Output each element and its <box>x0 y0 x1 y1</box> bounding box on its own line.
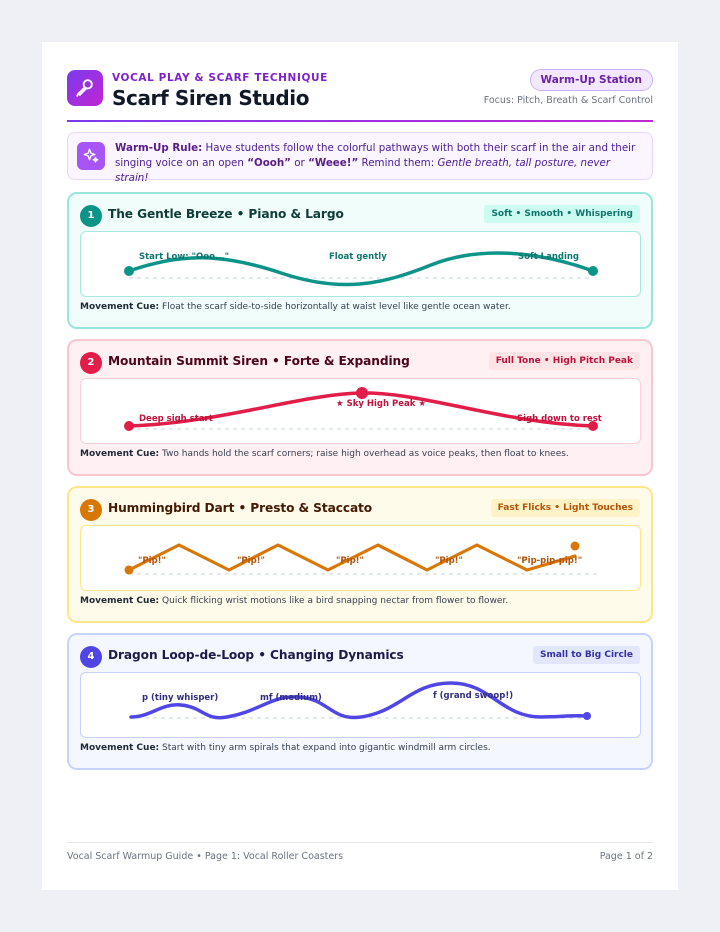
worksheet-page <box>42 42 678 890</box>
path-label: ★ Sky High Peak ★ <box>336 399 426 409</box>
path-start-dot <box>125 566 134 575</box>
exercise-card-gentle-breeze <box>67 192 653 329</box>
page-header <box>67 70 653 122</box>
path-label: "Pip!" <box>336 556 364 566</box>
exercise-tag: Soft • Smooth • Whispering <box>484 205 640 223</box>
vowel-oooh: “Oooh” <box>247 157 291 169</box>
movement-cue <box>80 596 508 606</box>
warmup-text-or: or <box>290 157 309 169</box>
footer-title: Vocal Scarf Warmup Guide • Page 1: Vocal Roller Coasters <box>67 851 344 862</box>
path-end-dot <box>571 542 580 551</box>
page-number: Page 1 of 2 <box>599 851 653 862</box>
path-label: Deep sigh start <box>139 414 213 424</box>
path-label: Float gently <box>329 252 387 262</box>
path-end-dot <box>588 266 598 276</box>
path-label: "Pip-pip-pip!" <box>517 556 583 566</box>
path-label: mf (medium) <box>260 693 322 703</box>
warmup-reminder: Gentle breath, tall posture, never strain! <box>115 157 611 184</box>
exercise-number: 3 <box>80 499 102 521</box>
vocal-pathway <box>80 672 641 738</box>
warmup-text-part: Remind them: <box>358 157 438 169</box>
exercise-card-hummingbird-dart <box>67 486 653 623</box>
exercise-title: Dragon Loop-de-Loop • Changing Dynamics <box>108 648 404 662</box>
path-label: "Pip!" <box>138 556 166 566</box>
path-label: "Pip!" <box>435 556 463 566</box>
movement-cue <box>80 449 569 459</box>
path-label: Sigh down to rest <box>517 414 602 424</box>
cue-label: Movement Cue: <box>80 302 160 312</box>
eyebrow-label: VOCAL PLAY & SCARF TECHNIQUE <box>112 72 328 84</box>
warmup-text-part: Have students follow the colorful pathways with both their scarf in the air and their singing voice on an open <box>115 142 636 169</box>
footer-divider <box>67 842 653 843</box>
exercise-title: The Gentle Breeze • Piano & Largo <box>108 207 344 221</box>
warmup-rule-box <box>67 132 653 184</box>
warmup-rule-label: Warm-Up Rule: <box>115 142 203 154</box>
path-label: p (tiny whisper) <box>142 693 219 703</box>
exercise-tag: Fast Flicks • Light Touches <box>491 499 640 517</box>
focus-text: Focus: Pitch, Breath & Scarf Control <box>483 95 653 106</box>
exercise-number: 1 <box>80 205 102 227</box>
exercise-title: Hummingbird Dart • Presto & Staccato <box>108 501 373 515</box>
station-badge: Warm-Up Station <box>530 69 653 91</box>
cue-label: Movement Cue: <box>80 449 160 459</box>
vocal-pathway <box>80 231 641 297</box>
path-start-dot <box>124 421 134 431</box>
cue-label: Movement Cue: <box>80 743 160 753</box>
warmup-rule-text <box>115 141 645 186</box>
vocal-pathway <box>80 525 641 591</box>
path-label: f (grand swoop!) <box>433 691 514 701</box>
microphone-icon <box>67 70 103 106</box>
exercise-tag: Full Tone • High Pitch Peak <box>489 352 640 370</box>
path-peak-dot <box>356 387 368 399</box>
path-label: Soft Landing <box>518 252 580 262</box>
path-label: Start Low: "Ooo..." <box>139 252 230 262</box>
exercise-number: 2 <box>80 352 102 374</box>
cue-label: Movement Cue: <box>80 596 160 606</box>
path-start-dot <box>124 266 134 276</box>
vocal-pathway <box>80 378 641 444</box>
cue-text: Float the scarf side-to-side horizontally at waist level like gentle ocean water. <box>162 302 511 312</box>
sparkle-icon <box>77 142 105 170</box>
cue-text: Two hands hold the scarf corners; raise high overhead as voice peaks, then float to knees. <box>162 449 569 459</box>
page-title: Scarf Siren Studio <box>112 86 310 110</box>
movement-cue <box>80 743 491 753</box>
header-divider <box>67 120 653 122</box>
movement-cue <box>80 302 511 312</box>
exercise-card-dragon-loop <box>67 633 653 770</box>
exercise-card-mountain-summit <box>67 339 653 476</box>
vowel-weee: “Weee!” <box>308 157 359 169</box>
exercise-tag: Small to Big Circle <box>533 646 640 664</box>
path-label: "Pip!" <box>237 556 265 566</box>
path-end-dot <box>583 712 591 720</box>
exercise-number: 4 <box>80 646 102 668</box>
cue-text: Start with tiny arm spirals that expand into gigantic windmill arm circles. <box>162 743 491 753</box>
exercise-title: Mountain Summit Siren • Forte & Expanding <box>108 354 410 368</box>
cue-text: Quick flicking wrist motions like a bird snapping nectar from flower to flower. <box>162 596 509 606</box>
